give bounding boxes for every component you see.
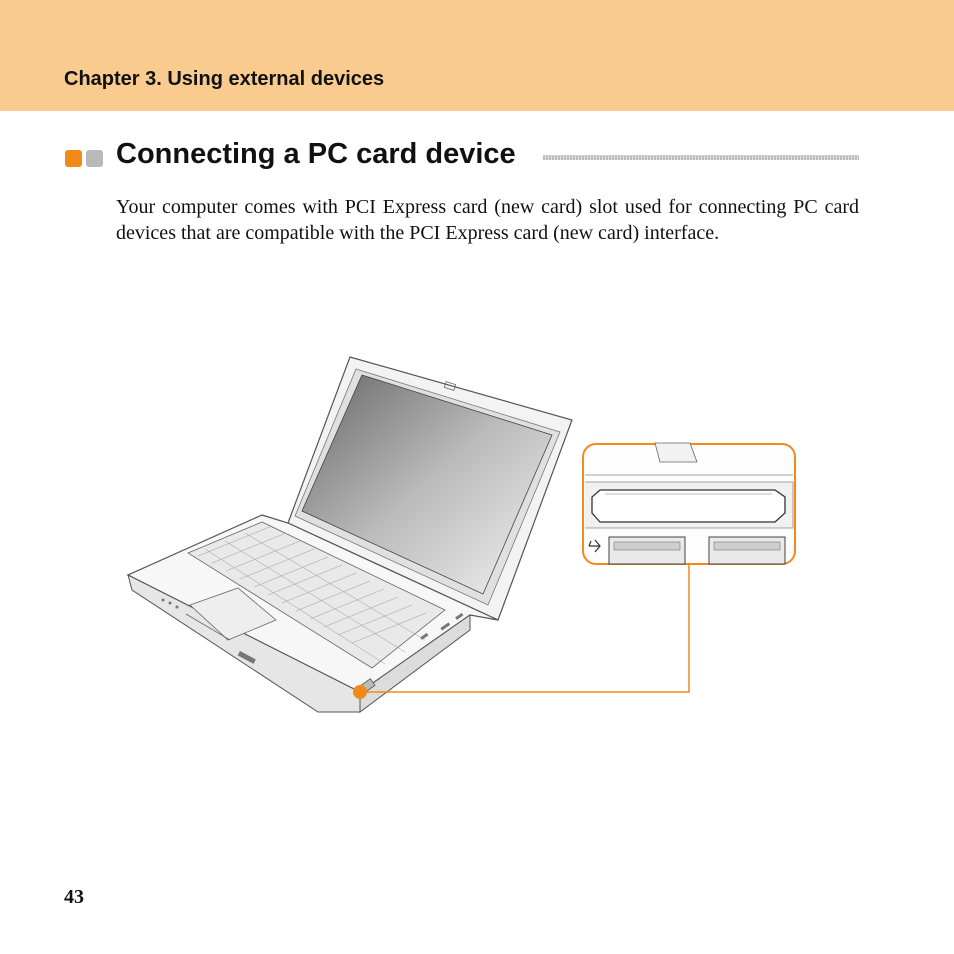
usb-port [709,537,785,564]
slot-detail-callout [583,443,795,564]
body-paragraph: Your computer comes with PCI Express card (new card) slot used for connecting PC card devices that are compatible with the PCI Express card (new card) interface. [116,196,859,244]
page-number: 43 [64,886,84,908]
chapter-title: Chapter 3. Using external devices [64,68,385,90]
usb-port [609,537,685,564]
card-slot-opening [592,490,785,522]
section-title: Connecting a PC card device [116,138,516,170]
